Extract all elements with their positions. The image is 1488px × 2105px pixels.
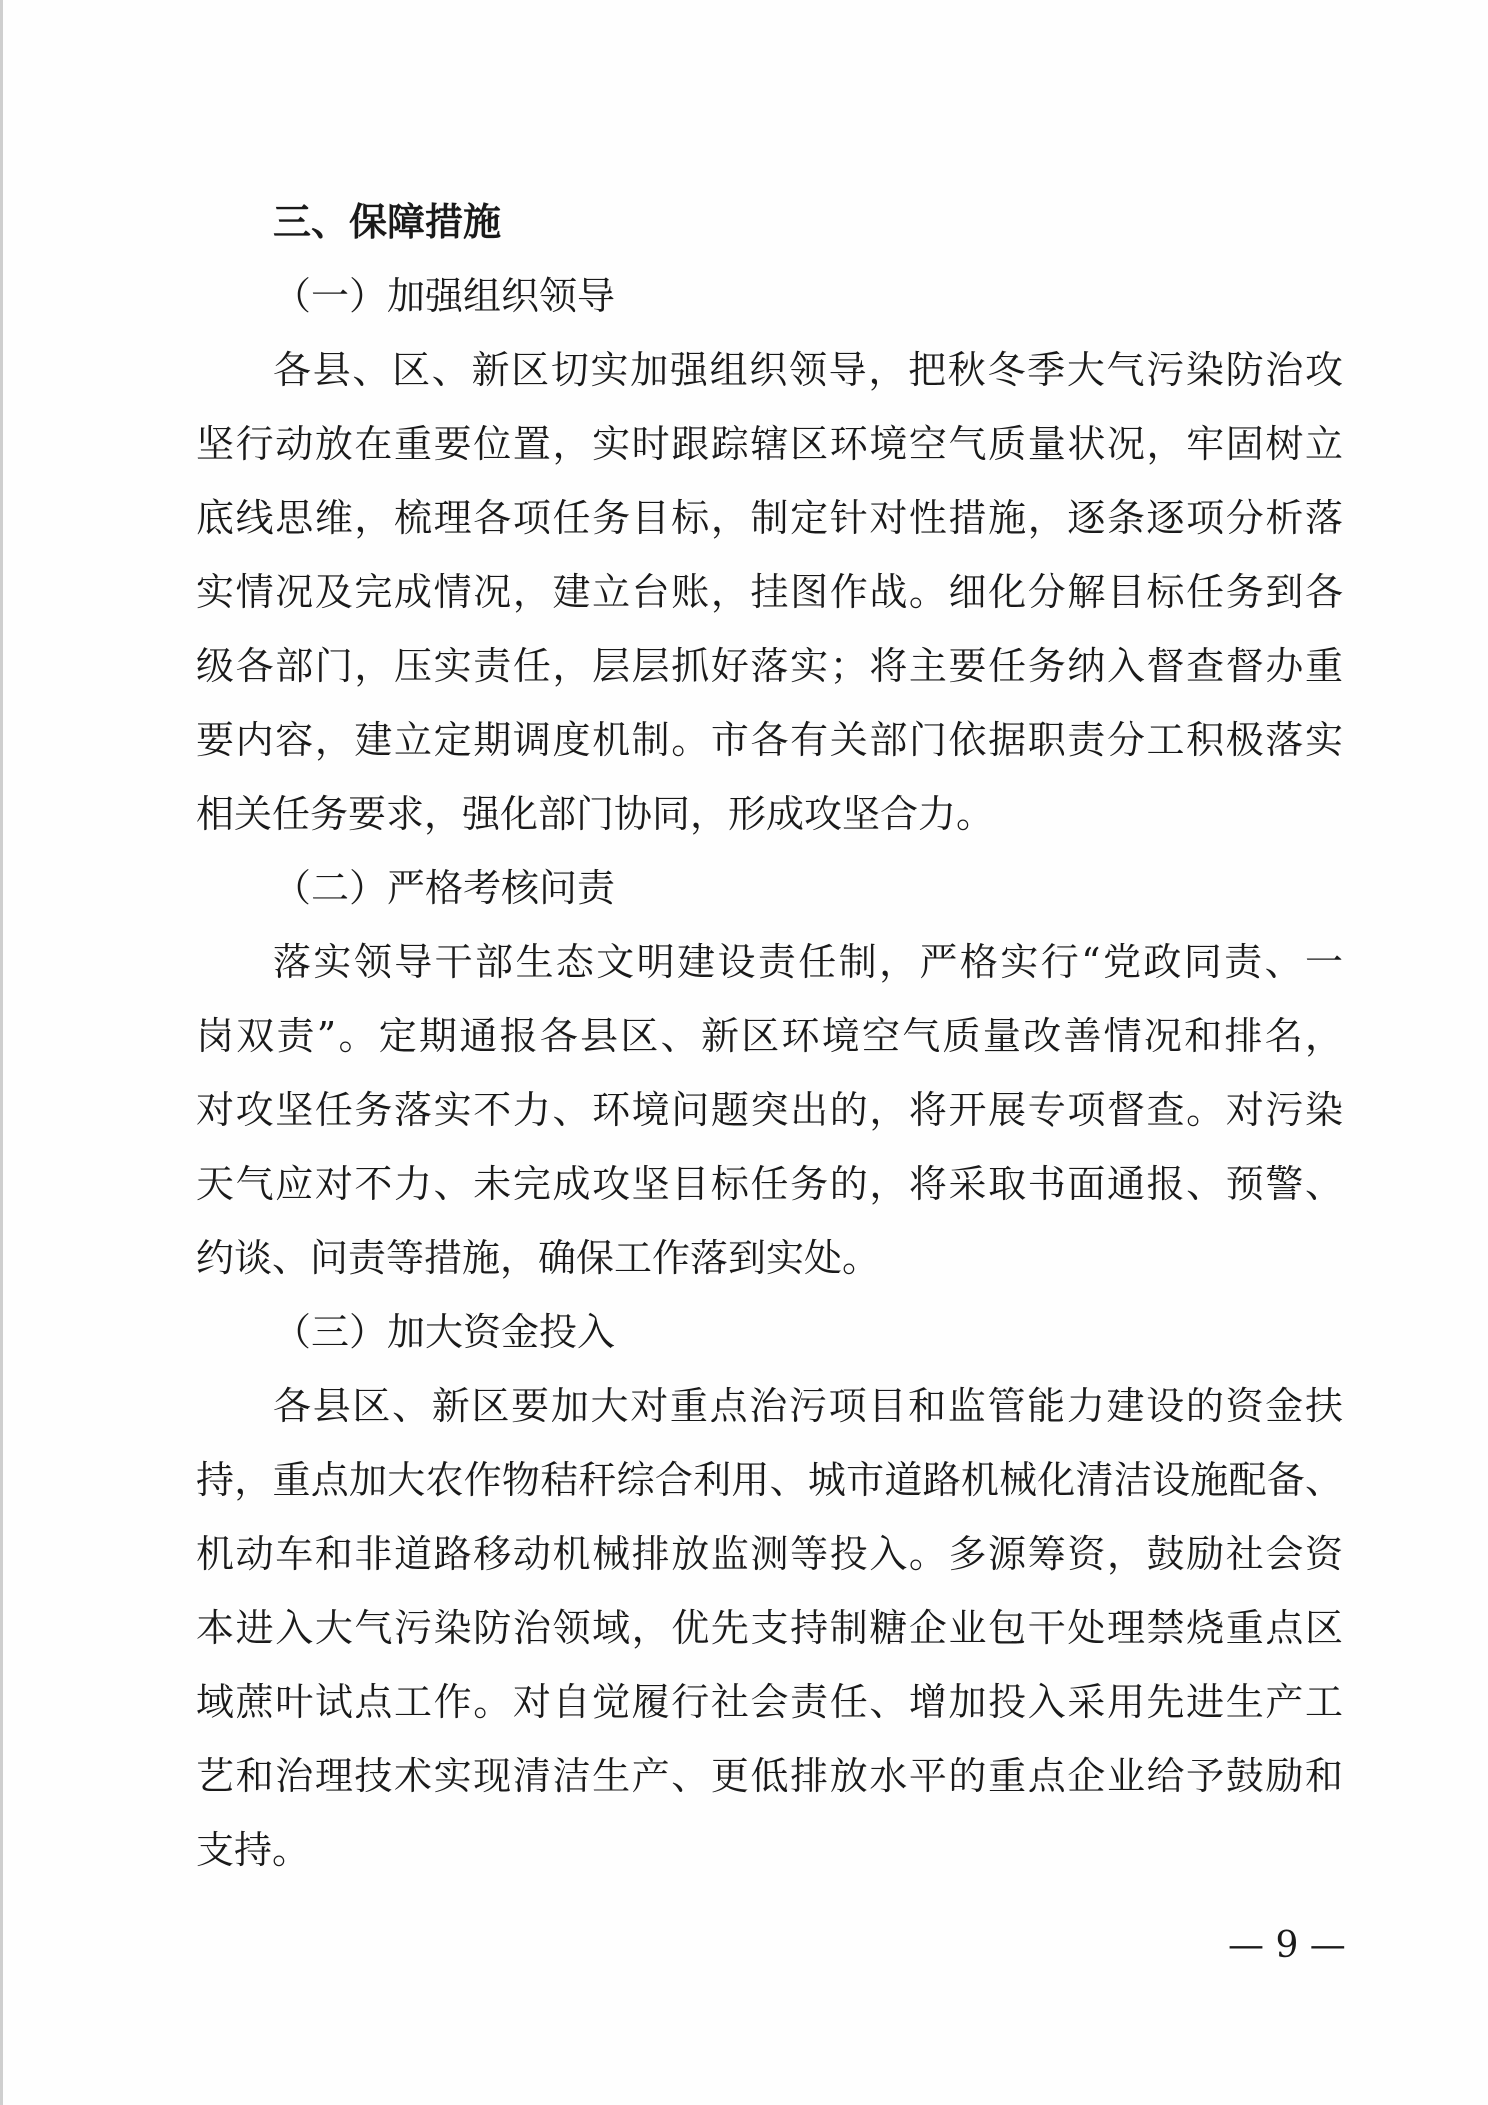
subsection-title-2: （二）严格考核问责 bbox=[273, 866, 616, 910]
scan-edge bbox=[0, 0, 3, 2105]
paragraph-line: 实情况及完成情况，建立台账，挂图作战。细化分解目标任务到各 bbox=[196, 570, 1343, 614]
section-heading: 三、保障措施 bbox=[273, 200, 502, 244]
paragraph-line: 艺和治理技术实现清洁生产、更低排放水平的重点企业给予鼓励和 bbox=[196, 1754, 1343, 1798]
paragraph-line: 机动车和非道路移动机械排放监测等投入。多源筹资，鼓励社会资 bbox=[196, 1532, 1343, 1576]
paragraph-line: 要内容，建立定期调度机制。市各有关部门依据职责分工积极落实 bbox=[196, 718, 1343, 762]
paragraph-line: 域蔗叶试点工作。对自觉履行社会责任、增加投入采用先进生产工 bbox=[196, 1680, 1343, 1724]
paragraph-line: 各县区、新区要加大对重点治污项目和监管能力建设的资金扶 bbox=[273, 1384, 1343, 1428]
subsection-title-3: （三）加大资金投入 bbox=[273, 1310, 616, 1354]
paragraph-line: 持，重点加大农作物秸秆综合利用、城市道路机械化清洁设施配备、 bbox=[196, 1458, 1343, 1502]
paragraph-line: 落实领导干部生态文明建设责任制，严格实行“党政同责、一 bbox=[273, 940, 1343, 984]
paragraph-line: 各县、区、新区切实加强组织领导，把秋冬季大气污染防治攻 bbox=[273, 348, 1343, 392]
paragraph-line: 支持。 bbox=[196, 1828, 311, 1872]
page-number: — 9 — bbox=[1228, 1925, 1346, 1966]
paragraph-line: 底线思维，梳理各项任务目标，制定针对性措施，逐条逐项分析落 bbox=[196, 496, 1343, 540]
paragraph-line: 本进入大气污染防治领域，优先支持制糖企业包干处理禁烧重点区 bbox=[196, 1606, 1343, 1650]
paragraph-line: 天气应对不力、未完成攻坚目标任务的，将采取书面通报、预警、 bbox=[196, 1162, 1343, 1206]
paragraph-line: 级各部门，压实责任，层层抓好落实；将主要任务纳入督查督办重 bbox=[196, 644, 1343, 688]
subsection-title-1: （一）加强组织领导 bbox=[273, 274, 616, 318]
paragraph-line: 岗双责”。定期通报各县区、新区环境空气质量改善情况和排名， bbox=[196, 1014, 1343, 1058]
paragraph-line: 对攻坚任务落实不力、环境问题突出的，将开展专项督查。对污染 bbox=[196, 1088, 1343, 1132]
paragraph-line: 相关任务要求，强化部门协同，形成攻坚合力。 bbox=[196, 792, 995, 836]
paragraph-line: 坚行动放在重要位置，实时跟踪辖区环境空气质量状况，牢固树立 bbox=[196, 422, 1343, 466]
paragraph-line: 约谈、问责等措施，确保工作落到实处。 bbox=[196, 1236, 881, 1280]
